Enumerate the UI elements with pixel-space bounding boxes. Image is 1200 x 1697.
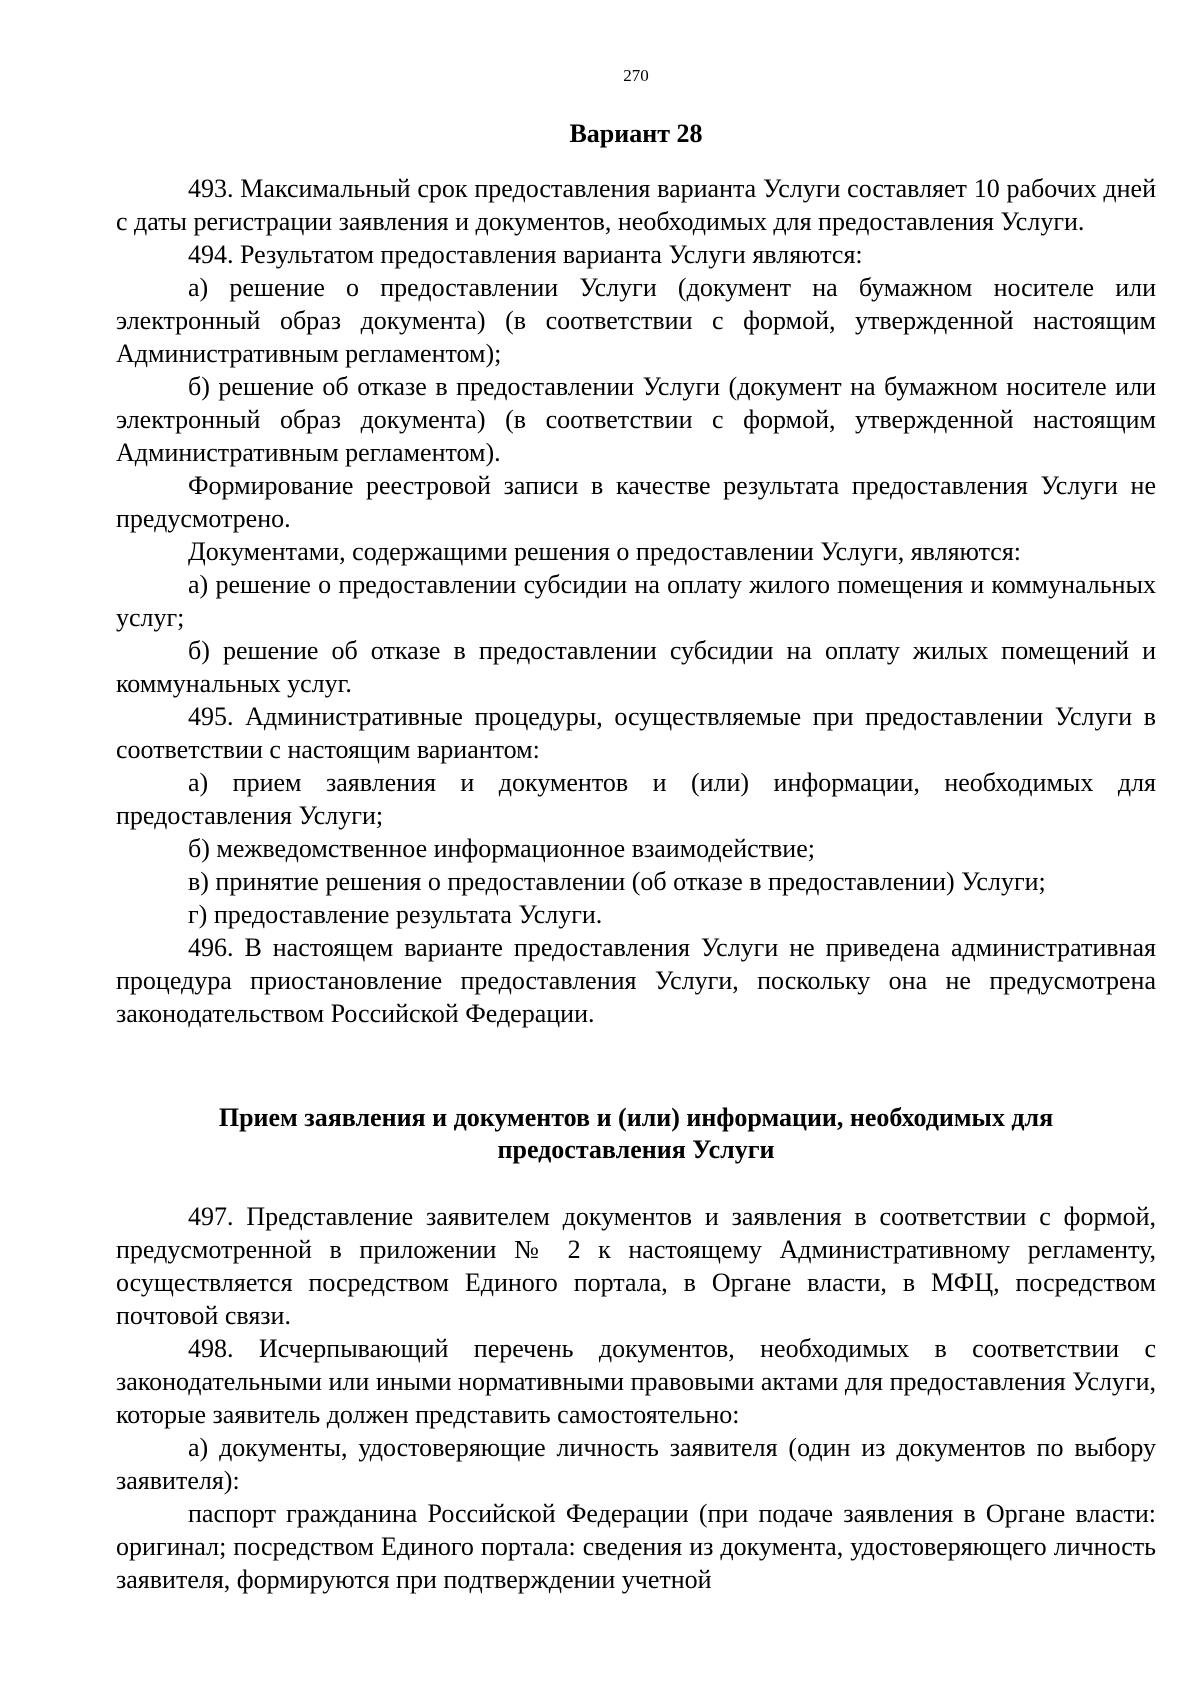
paragraph-decision-documents: Документами, содержащими решения о предоставлении Услуги, являются: xyxy=(188,537,1022,566)
variant-title: Вариант 28 xyxy=(569,119,703,148)
section-title xyxy=(116,1102,1156,1166)
section-title-line-2: предоставления Услуги xyxy=(497,1135,775,1164)
paragraph-passport: паспорт гражданина Российской Федерации (при подаче заявления в Органе власти: оригинал; посредством Единого портала: сведения из документа, удостоверяющего личность заявителя, формируются при подтверждении учетной xyxy=(116,1499,1156,1594)
paragraph-494: 494. Результатом предоставления варианта Услуги являются: xyxy=(188,240,863,269)
section-title-line-1: Прием заявления и документов и (или) информации, необходимых для xyxy=(218,1103,1054,1132)
paragraph-495-a: а) прием заявления и документов и (или) информации, необходимых для предоставления Услуги; xyxy=(116,768,1156,830)
paragraph-registry-note: Формирование реестровой записи в качестве результата предоставления Услуги не предусмотрено. xyxy=(116,471,1156,533)
paragraph-498-a: а) документы, удостоверяющие личность заявителя (один из документов по выбору заявителя): xyxy=(116,1433,1156,1495)
paragraph-494-b: б) решение об отказе в предоставлении Услуги (документ на бумажном носителе или электронный образ документа) (в соответствии с формой, утвержденной настоящим Административным регламентом). xyxy=(116,372,1156,467)
paragraph-497: 497. Представление заявителем документов и заявления в соответствии с формой, предусмотренной в приложении № 2 к настоящему Административному регламенту, осуществляется посредством Единого портала, в Органе власти, в МФЦ, посредством почтовой связи. xyxy=(116,1202,1156,1330)
paragraph-495: 495. Административные процедуры, осуществляемые при предоставлении Услуги в соответствии с настоящим вариантом: xyxy=(116,702,1156,764)
paragraph-493: 493. Максимальный срок предоставления варианта Услуги составляет 10 рабочих дней с даты регистрации заявления и документов, необходимых для предоставления Услуги. xyxy=(116,174,1156,236)
paragraph-495-b: б) межведомственное информационное взаимодействие; xyxy=(188,834,815,863)
paragraph-495-v: в) принятие решения о предоставлении (об отказе в предоставлении) Услуги; xyxy=(188,867,1046,896)
paragraph-decision-a: а) решение о предоставлении субсидии на оплату жилого помещения и коммунальных услуг; xyxy=(116,570,1156,632)
paragraph-498: 498. Исчерпывающий перечень документов, необходимых в соответствии с законодательными или иными нормативными правовыми актами для предоставления Услуги, которые заявитель должен представить самостоятельно: xyxy=(116,1334,1156,1429)
paragraph-494-a: а) решение о предоставлении Услуги (документ на бумажном носителе или электронный образ документа) (в соответствии с формой, утвержденной настоящим Административным регламентом); xyxy=(116,273,1156,368)
paragraph-495-g: г) предоставление результата Услуги. xyxy=(188,900,603,929)
variant-body xyxy=(116,172,1156,1030)
page-number: 270 xyxy=(623,66,649,85)
section-body xyxy=(116,1200,1156,1596)
paragraph-496: 496. В настоящем варианте предоставления Услуги не приведена административная процедура приостановление предоставления Услуги, поскольку она не предусмотрена законодательством Российской Федерации. xyxy=(116,933,1156,1028)
paragraph-decision-b: б) решение об отказе в предоставлении субсидии на оплату жилых помещений и коммунальных услуг. xyxy=(116,636,1156,698)
